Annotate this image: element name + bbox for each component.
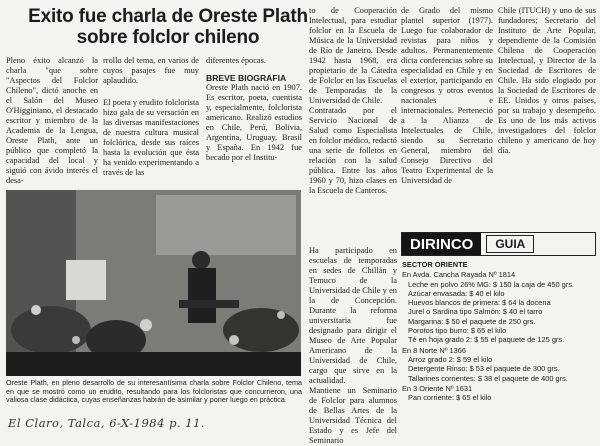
price-item: Huevos blancos de primera: $ 64 la docena xyxy=(408,298,551,308)
price-item: Arroz grado 2: $ 59 el kilo xyxy=(408,354,493,364)
store-name: En 3 Oriente Nº 1631 xyxy=(402,383,473,393)
price-item: Porotos tipo burro: $ 65 el kilo xyxy=(408,326,507,336)
article-column-4: to de Cooperación Intelectual, para estudiar folclor en la Escuela de Música de la Universidad de Río de Janeiro. Desde 1942 hasta 1968, era propietario de la Cátedra de Folclor en las Escuelas de Temporadas de la Universidad de Chile. Contratado por el Servicio Nacional de Salud como Especialista en folclor médico, redactó una serie de folletos en relación con la salud pública. Entre los años 1960 y 70, hizo clases en la Escuela de Canteros. xyxy=(309,6,397,195)
store-name: En Avda. Cancha Rayada Nº 1814 xyxy=(402,270,516,280)
article-column-2: El poeta y erudito folclorista hizo gala de su versación en las diversas manifestaciones de nuestra cultura musical folclórica, desde sus raíces hasta la evolución que ésta ha venido experimentando a través de las xyxy=(103,98,199,177)
price-item: Jurel o Sardina tipo Salmón: $ 40 el tarro xyxy=(408,307,543,317)
dirinco-guide-banner xyxy=(401,232,596,256)
price-item: Margarina: $ 50 el paquete de 250 grs. xyxy=(408,316,536,326)
article-headline: Exito fue charla de Oreste Plath sobre folclor chileno xyxy=(28,6,308,48)
article-column-3-top: diferentes épocas. xyxy=(206,56,266,65)
dirinco-logo: DIRINCO xyxy=(402,233,481,255)
article-column-2-top: rrollo del tema, en varios de cuyos pasajes fue muy aplaudido. xyxy=(103,56,199,85)
sector-heading: SECTOR ORIENTE xyxy=(402,260,468,269)
section-title: BREVE BIOGRAFIA xyxy=(206,73,287,83)
article-column-4-bottom: Ha participado en escuelas de temporadas en sedes de Chillán y Temuco de la Universidad de Chile y en la de Concepción. Durante la reforma universitaria fue designado para dirigir el Museo de Arte Popular Americano de la Universidad de Chile, cargo que sirve en la actualidad. Mantiene un Seminario de Folclor para alumnos de Bellas Artes de la Universidad Técnica del Estado y es Jefe del Seminario xyxy=(309,246,397,445)
event-photo xyxy=(6,190,301,376)
photo-caption: Oreste Plath, en pleno desarrollo de su interesantísima charla sobre Folclor Chileno, tema en que se mostró como un erudito, resultando para los folcloristas que concurrieron, una valiosa clase didáctica, cuyas enseñanzas habrán de asimilar y poner luego en práctica. xyxy=(6,378,302,405)
price-item: Pan corriente: $ 65 el kilo xyxy=(408,393,492,403)
handwritten-source-note: El Claro, Talca, 6-X-1984 p. 11. xyxy=(8,416,206,430)
price-item: Tallarines corrientes: $ 38 el paquete de 400 grs. xyxy=(408,373,568,383)
article-column-5: de Grado del mismo plantel superior (1977). Luego fue colaborador de revistas para niños y adultos. Permanentemente dicta conferencias sobre su especialidad en Chile y en el exterior, participando en congresos y otros eventos nacionales e internacionales. Perteneció a la Alianza de Intelectuales de Chile, siendo su Secretario General, miembro del Consejo Directivo del Teatro Experimental de la Universidad de xyxy=(401,6,493,185)
price-item: Azúcar envasada: $ 40 el kilo xyxy=(408,288,505,298)
guide-label: GUIA xyxy=(486,235,534,253)
price-item: Té en hoja grado 2: $ 55 el paquete de 125 grs. xyxy=(408,335,565,345)
article-column-1: Pleno éxito alcanzó la charla "que sobre "Aspectos del Folclor Chileno", dictó anoche en el Salón del Museo O'Higginiano, el destacado escritor y miembro de la Academia de la Lengua, Oreste Plath, ante un público que completó la capacidad del local y siguió con ávido interés el desa- xyxy=(6,56,98,185)
article-column-6: Chile (ITUCH) y uno de sus fundadores; Secretario del Instituto de Arte Popular, dependiente de la Comisión Chilena de Cooperación Intelectual, y Director de la Sociedad de Escritores de Chile. Ha sido elogiado por la Sociedad de Escritores de EE. Unidos y otros países, por su trabajo y desempeño. Es uno de los más activos investigadores del folclor chileno y americano de hoy día. xyxy=(498,6,596,155)
price-item: Leche en polvo 26% MG: $ 150 la caja de 450 grs. xyxy=(408,279,574,289)
article-column-3: Oreste Plath nació en 1907. Es escritor, poeta, cuentista y, especialmente, folclorista americano. Realizó estudios en Chile, Perú, Bolivia, Argentina, Uruguay, Brasil y España. En 1942 fue becado por el Institu- xyxy=(206,83,302,162)
price-item: Detergente Rinso: $ 53 el paquete de 300 grs. xyxy=(408,364,560,374)
price-guide xyxy=(402,258,596,402)
store-name: En 8 Norte Nº 1366 xyxy=(402,345,466,355)
photo-illustration xyxy=(6,190,301,376)
